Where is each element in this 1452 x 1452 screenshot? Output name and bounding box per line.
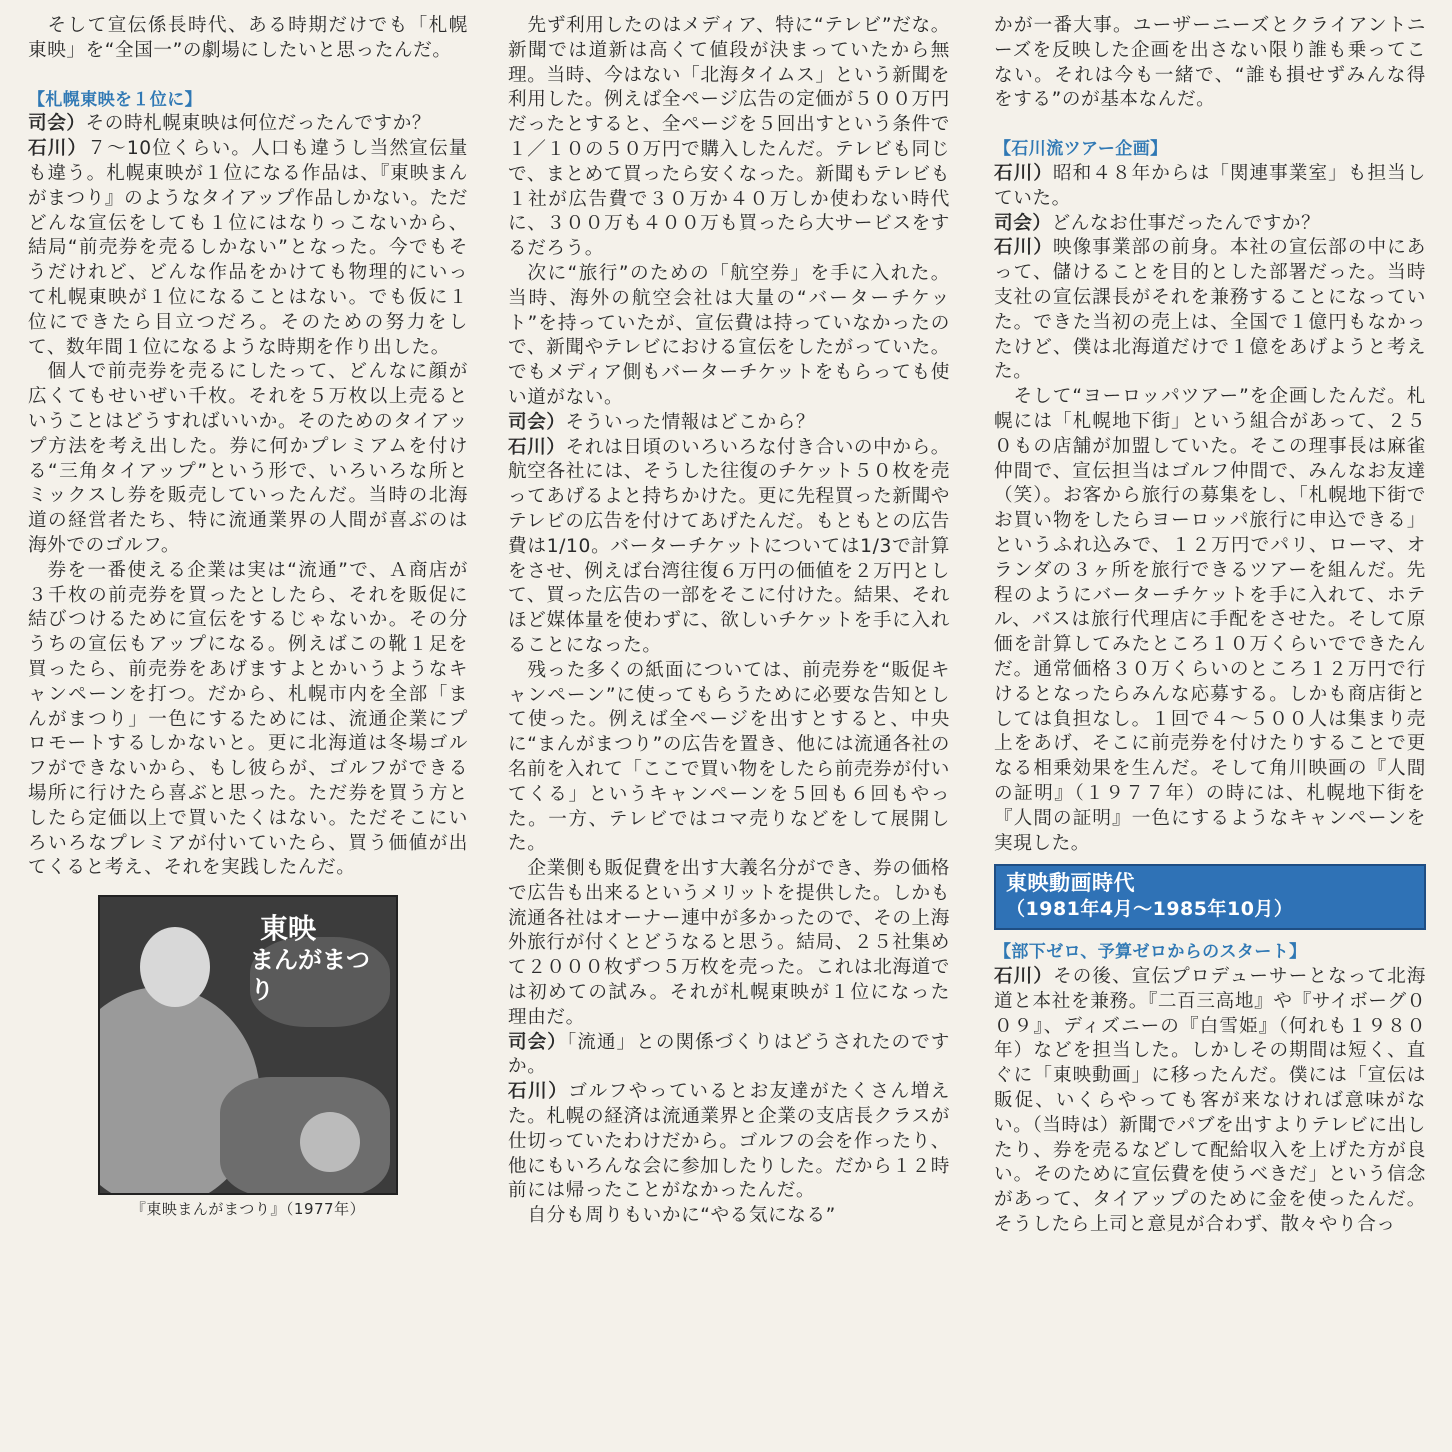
paragraph: 自分も周りもいかに“やる気になる” <box>527 1205 836 1227</box>
paragraph: 券を一番使える企業は実は“流通”で、Ａ商店が３千枚の前売券を買ったとしたら、それを販促に結びつけるために宣伝をするじゃないか。その分うちの宣伝もアップになる。例えばこの靴１足を買ったら、前売券をあげますよとかいうようなキャンペーンを打つ。だから、札幌市内を全部「まんがまつり」一色にするためには、流通企業にプロモートするしかないと。更に北海道は冬場ゴルフができないから、もし彼らが、ゴルフができる場所に行けたら喜ぶと思った。ただ券を買う方としたら定価以上で買いたくはない。ただそこにいろいろなプレミアが付いていたら、買う価値が出てくると考え、それを実践したんだ。 <box>28 559 468 879</box>
dialogue-line: 石川）ゴルフやっているとお友達がたくさん増えた。札幌の経済は流通業界と企業の支店長クラスが仕切っていたわけだから。ゴルフの会を作ったり、他にもいろんな会に参加したりした。だから１２時前には帰ったことがなかったんだ。 <box>508 1081 950 1202</box>
paragraph: 残った多くの紙面については、前売券を“販促キャンペーン”に使ってもらうために必要な告知として使った。例えば全ページを出すとすると、中央に“まんがまつり”の広告を置き、他には流通各社の名前を入れて「ここで買い物をしたら前売券が付いてくる」というキャンペーンを５回も６回もやった。一方、テレビではコマ売りなどをして展開した。 <box>508 659 950 855</box>
speaker-label: 司会） <box>508 1031 567 1053</box>
speaker-label: 司会） <box>994 212 1052 234</box>
dialogue-line: 石川）昭和４８年からは「関連事業室」も担当していた。 <box>994 162 1426 209</box>
speaker-label: 司会） <box>28 113 86 135</box>
dialogue-line: 石川）それは日頃のいろいろな付き合いの中から。航空各社には、そうした往復のチケット５０枚を売ってあげるよと持ちかけた。更に先程買った新聞やテレビの広告を付けてあげたんだ。もともとの広告費は1/10。バーターチケットについては1/3で計算をさせ、例えば台湾往復６万円の価値を２万円として、買った広告の一部をそこに付けた。結果、それほど媒体量を使わずに、欲しいチケットを手に入れることになった。 <box>508 436 950 656</box>
paragraph: そして“ヨーロッパツアー”を企画したんだ。札幌には「札幌地下街」という組合があって、２５０もの店舗が加盟していた。そこの理事長は麻雀仲間で、宣伝担当はゴルフ仲間で、みんなお友達（笑）。お客から旅行の募集をし、「札幌地下街でお買い物をしたらヨーロッパ旅行に申込できる」というふれ込みで、１２万円でパリ、ローマ、オランダの３ヶ所を旅行できるツアーを組んだ。先程のようにバーターチケットを手に入れて、ホテル、バスは旅行代理店に手配をさせた。そして原価を計算してみたところ１０万くらいでできたんだ。通常価格３０万くらいのところ１２万円で行けるとなったらみんな応募する。しかも商店街としては負担なし。１回で４～５００人は集まり売上をあげ、そこに前売券を付けたりすることで更なる相乗効果を生んだ。そして角川映画の『人間の証明』（１９７７年）の時には、札幌地下街を『人間の証明』一色にするようなキャンペーンを実現した。 <box>994 386 1426 854</box>
poster-title: まんがまつり <box>250 946 370 1005</box>
dialogue-line: 石川）その後、宣伝プロデューサーとなって北海道と本社を兼務。『二百三高地』や『サイボーグ００９』、ディズニーの『白雪姫』（何れも１９８０年）などを担当した。しかしその期間は短く、直ぐに「東映動画」に移ったんだ。僕には「宣伝は販促、いくらやっても客が来なければ意味がない。（当時は）新聞でパブを出すよりテレビに出したり、券を売るなどして配給収入を上げた方が良い。そのために宣伝費を使うべきだ」という信念があって、タイアップのために金を使ったんだ。そうしたら上司と意見が合わず、散々やり合っ <box>994 966 1426 1236</box>
column-3 <box>994 14 1426 1238</box>
poster-title-top: 東映 <box>260 912 317 946</box>
speaker-label: 石川） <box>994 237 1053 259</box>
poster-photo <box>98 895 398 1195</box>
section-heading: 【石川流ツアー企画】 <box>994 139 1168 160</box>
era-title: 東映動画時代 <box>1006 871 1135 896</box>
paragraph: 先ず利用したのはメディア、特に“テレビ”だな。新聞では道新は高くて値段が決まっていたから無理。当時、今はない「北海タイムス」という新聞を利用した。例えば全ページ広告の定価が５００万円だったとすると、全ページを５回出すという条件で１／１０の５０万円で購入したんだ。テレビも同じで、まとめて買ったら安くなった。新聞もテレビも１社が広告費で３０万か４０万しか使わない時代に、３００万も４００万も買ったら大サービスをするだろう。 <box>508 15 950 260</box>
column-2 <box>508 14 950 1229</box>
speaker-label: 石川） <box>508 436 566 458</box>
speaker-label: 石川） <box>28 138 88 160</box>
column-1 <box>28 14 468 1219</box>
dialogue-line: 司会）「流通」との関係づくりはどうされたのですか。 <box>508 1031 950 1078</box>
paragraph: かが一番大事。ユーザーニーズとクライアントニーズを反映した企画を出さない限り誰も乗ってこない。それは今も一緒で、“誰も損せずみんな得をする”のが基本なんだ。 <box>994 15 1426 111</box>
section-heading: 【札幌東映を１位に】 <box>28 89 202 110</box>
dialogue-line: 石川）７～10位くらい。人口も違うし当然宣伝量も違う。札幌東映が１位になる作品は、『東映まんがまつり』のようなタイアップ作品しかない。ただどんな宣伝をしても１位にはなりっこないから、結局“前売券を売るしかない”となった。今でもそうだけれど、どんな作品をかけても物理的にいって札幌東映が１位になることはない。でも仮に１位にできたら目立つだろ。そのための努力をして、数年間１位になるような時期を作り出した。 <box>28 138 468 358</box>
paragraph: 次に“旅行”のための「航空券」を手に入れた。当時、海外の航空会社は大量の“バーターチケット”を持っていたが、宣伝費は持っていなかったので、新聞やテレビにおける宣伝をしたがっていた。でもメディア側もバーターチケットをもらっても使い道がない。 <box>508 262 950 408</box>
dialogue-line: 司会）その時札幌東映は何位だったんですか？ <box>28 113 432 135</box>
dialogue-line: 司会）どんなお仕事だったんですか？ <box>994 212 1321 234</box>
photo-caption: 『東映まんがまつり』（1977年） <box>130 1200 366 1219</box>
paragraph: 個人で前売券を売るにしたって、どんなに顔が広くてもせいぜい千枚。それを５万枚以上売るということはどうすればいいか。そのためのタイアップ方法を考え出した。券に何かプレミアムを付ける“三角タイアップ”という形で、いろいろな所とミックスし券を販売していったんだ。当時の北海道の経営者たち、特に流通業界の人間が喜ぶのは海外でのゴルフ。 <box>28 361 468 556</box>
era-title-box <box>994 864 1426 930</box>
paragraph: そして宣伝係長時代、ある時期だけでも「札幌東映」を“全国一”の劇場にしたいと思ったんだ。 <box>28 15 468 61</box>
dialogue-line: 石川）映像事業部の前身。本社の宣伝部の中にあって、儲けることを目的とした部署だった。当時支社の宣伝課長がそれを兼務することになっていた。できた当初の売上は、全国で１億円もなかったけど、僕は北海道だけで１億をあげようと考えた。 <box>994 237 1426 383</box>
section-heading: 【部下ゼロ、予算ゼロからのスタート】 <box>994 942 1307 963</box>
speaker-label: 司会） <box>508 411 566 433</box>
era-dates: （1981年4月～1985年10月） <box>1006 898 1294 921</box>
speaker-label: 石川） <box>508 1081 569 1103</box>
speaker-label: 石川） <box>994 966 1054 988</box>
paragraph: 企業側も販促費を出す大義名分ができ、券の価格で広告も出来るというメリットを提供した。しかも流通各社はオーナー連中が多かったので、その上海外旅行が付くとどうなると思う。結局、２５社集めて２０００枚ずつ５万枚を売った。これは北海道では初めての試み。それが札幌東映が１位になった理由だ。 <box>508 858 950 1028</box>
speaker-label: 石川） <box>994 162 1053 184</box>
dialogue-line: 司会）そういった情報はどこから？ <box>508 411 816 433</box>
